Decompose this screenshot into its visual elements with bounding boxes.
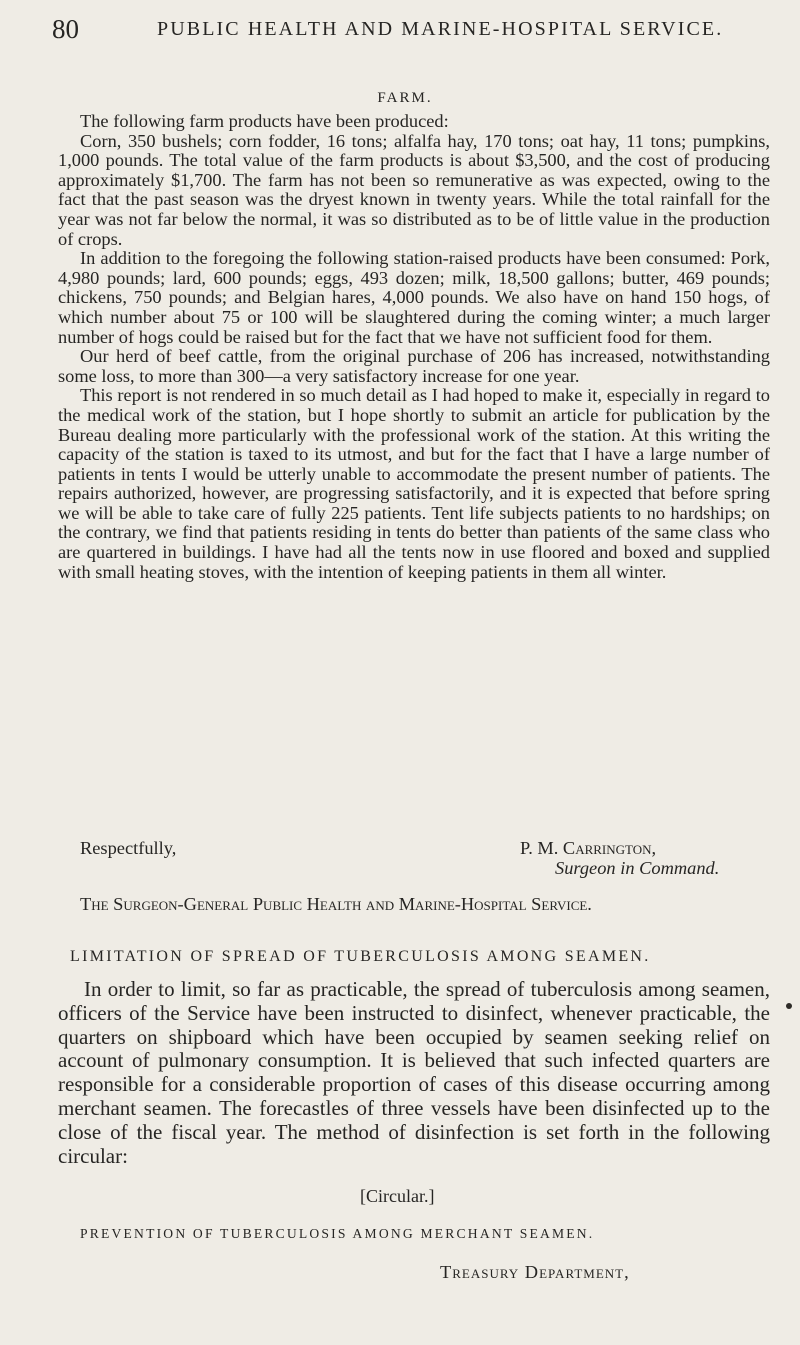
farm-heading: FARM. (377, 90, 433, 106)
prevention-heading: PREVENTION OF TUBERCULOSIS AMONG MERCHANT SEAMEN. (80, 1226, 595, 1241)
farm-section (58, 112, 770, 582)
farm-heading-row (0, 90, 800, 107)
limitation-heading: LIMITATION OF SPREAD OF TUBERCULOSIS AMONG SEAMEN. (70, 948, 651, 965)
page-header (52, 14, 760, 50)
closing: Respectfully, (80, 838, 177, 858)
limitation-paragraph: In order to limit, so far as practicable, the spread of tuberculosis among seamen, officers of the Service have been instructed to disinfect, whenever practicable, the quarters on shipboard which have been occupied by seamen seeking relief on account of pulmonary consumption. It is believed that such infected quarters are responsible for a considerable proportion of cases of this disease occurring among merchant seamen. The forecastles of three vessels have been disinfected up to the close of the fiscal year. The method of disinfection is set forth in the following circular: (58, 977, 770, 1168)
farm-paragraph: In addition to the foregoing the following station-raised products have been consumed: Pork, 4,980 pounds; lard, 600 pounds; eggs, 493 dozen; milk, 18,500 gallons; butter, 469 pounds; chickens, 750 pounds; and Belgian hares, 4,000 pounds. We also have on hand 150 hogs, of which number about 75 or 100 will be slaughtered during the coming winter; a much larger number of hogs could be raised but for the fact that we have not sufficient food for them. (58, 248, 770, 347)
limitation-section (58, 978, 770, 1168)
farm-paragraph: The following farm products have been produced: (80, 111, 449, 131)
signer-name: P. M. Carrington, (520, 838, 657, 858)
ink-speck (786, 1003, 792, 1009)
department-name: Treasury Department, (440, 1262, 630, 1282)
circular-label: [Circular.] (360, 1186, 435, 1206)
farm-paragraph: Our herd of beef cattle, from the original purchase of 206 has increased, notwithstanding some loss, to more than 300—a very satisfactory increase for one year. (58, 346, 770, 386)
page-number: 80 (52, 14, 79, 44)
addressee: The Surgeon-General Public Health and Marine-Hospital Service. (80, 894, 592, 914)
signer-title: Surgeon in Command. (555, 858, 720, 878)
running-title: PUBLIC HEALTH AND MARINE-HOSPITAL SERVICE. (157, 18, 724, 40)
farm-paragraph: Corn, 350 bushels; corn fodder, 16 tons; alfalfa hay, 170 tons; oat hay, 11 tons; pumpkins, 1,000 pounds. The total value of the farm products is about $3,500, and the cost of producing approximately $1,700. The farm has not been so remunerative as was expected, owing to the fact that the past season was the dryest known in twenty years. While the total rainfall for the year was not far below the normal, it was so distributed as to be of little value in the production of crops. (58, 130, 770, 249)
farm-paragraph: This report is not rendered in so much detail as I had hoped to make it, especially in regard to the medical work of the station, but I hope shortly to submit an article for publication by the Bureau dealing more particularly with the professional work of the station. At this writing the capacity of the station is taxed to its utmost, and but for the fact that I have a large number of patients in tents I would be utterly unable to accommodate the present number of patients. The repairs authorized, however, are progressing satisfactorily, and it is expected that before spring we will be able to take care of fully 225 patients. Tent life subjects patients to no hardships; on the contrary, we find that patients residing in tents do better than patients of the same class who are quartered in buildings. I have had all the tents now in use floored and boxed and supplied with small heating stoves, with the intention of keeping patients in them all winter. (58, 385, 770, 582)
